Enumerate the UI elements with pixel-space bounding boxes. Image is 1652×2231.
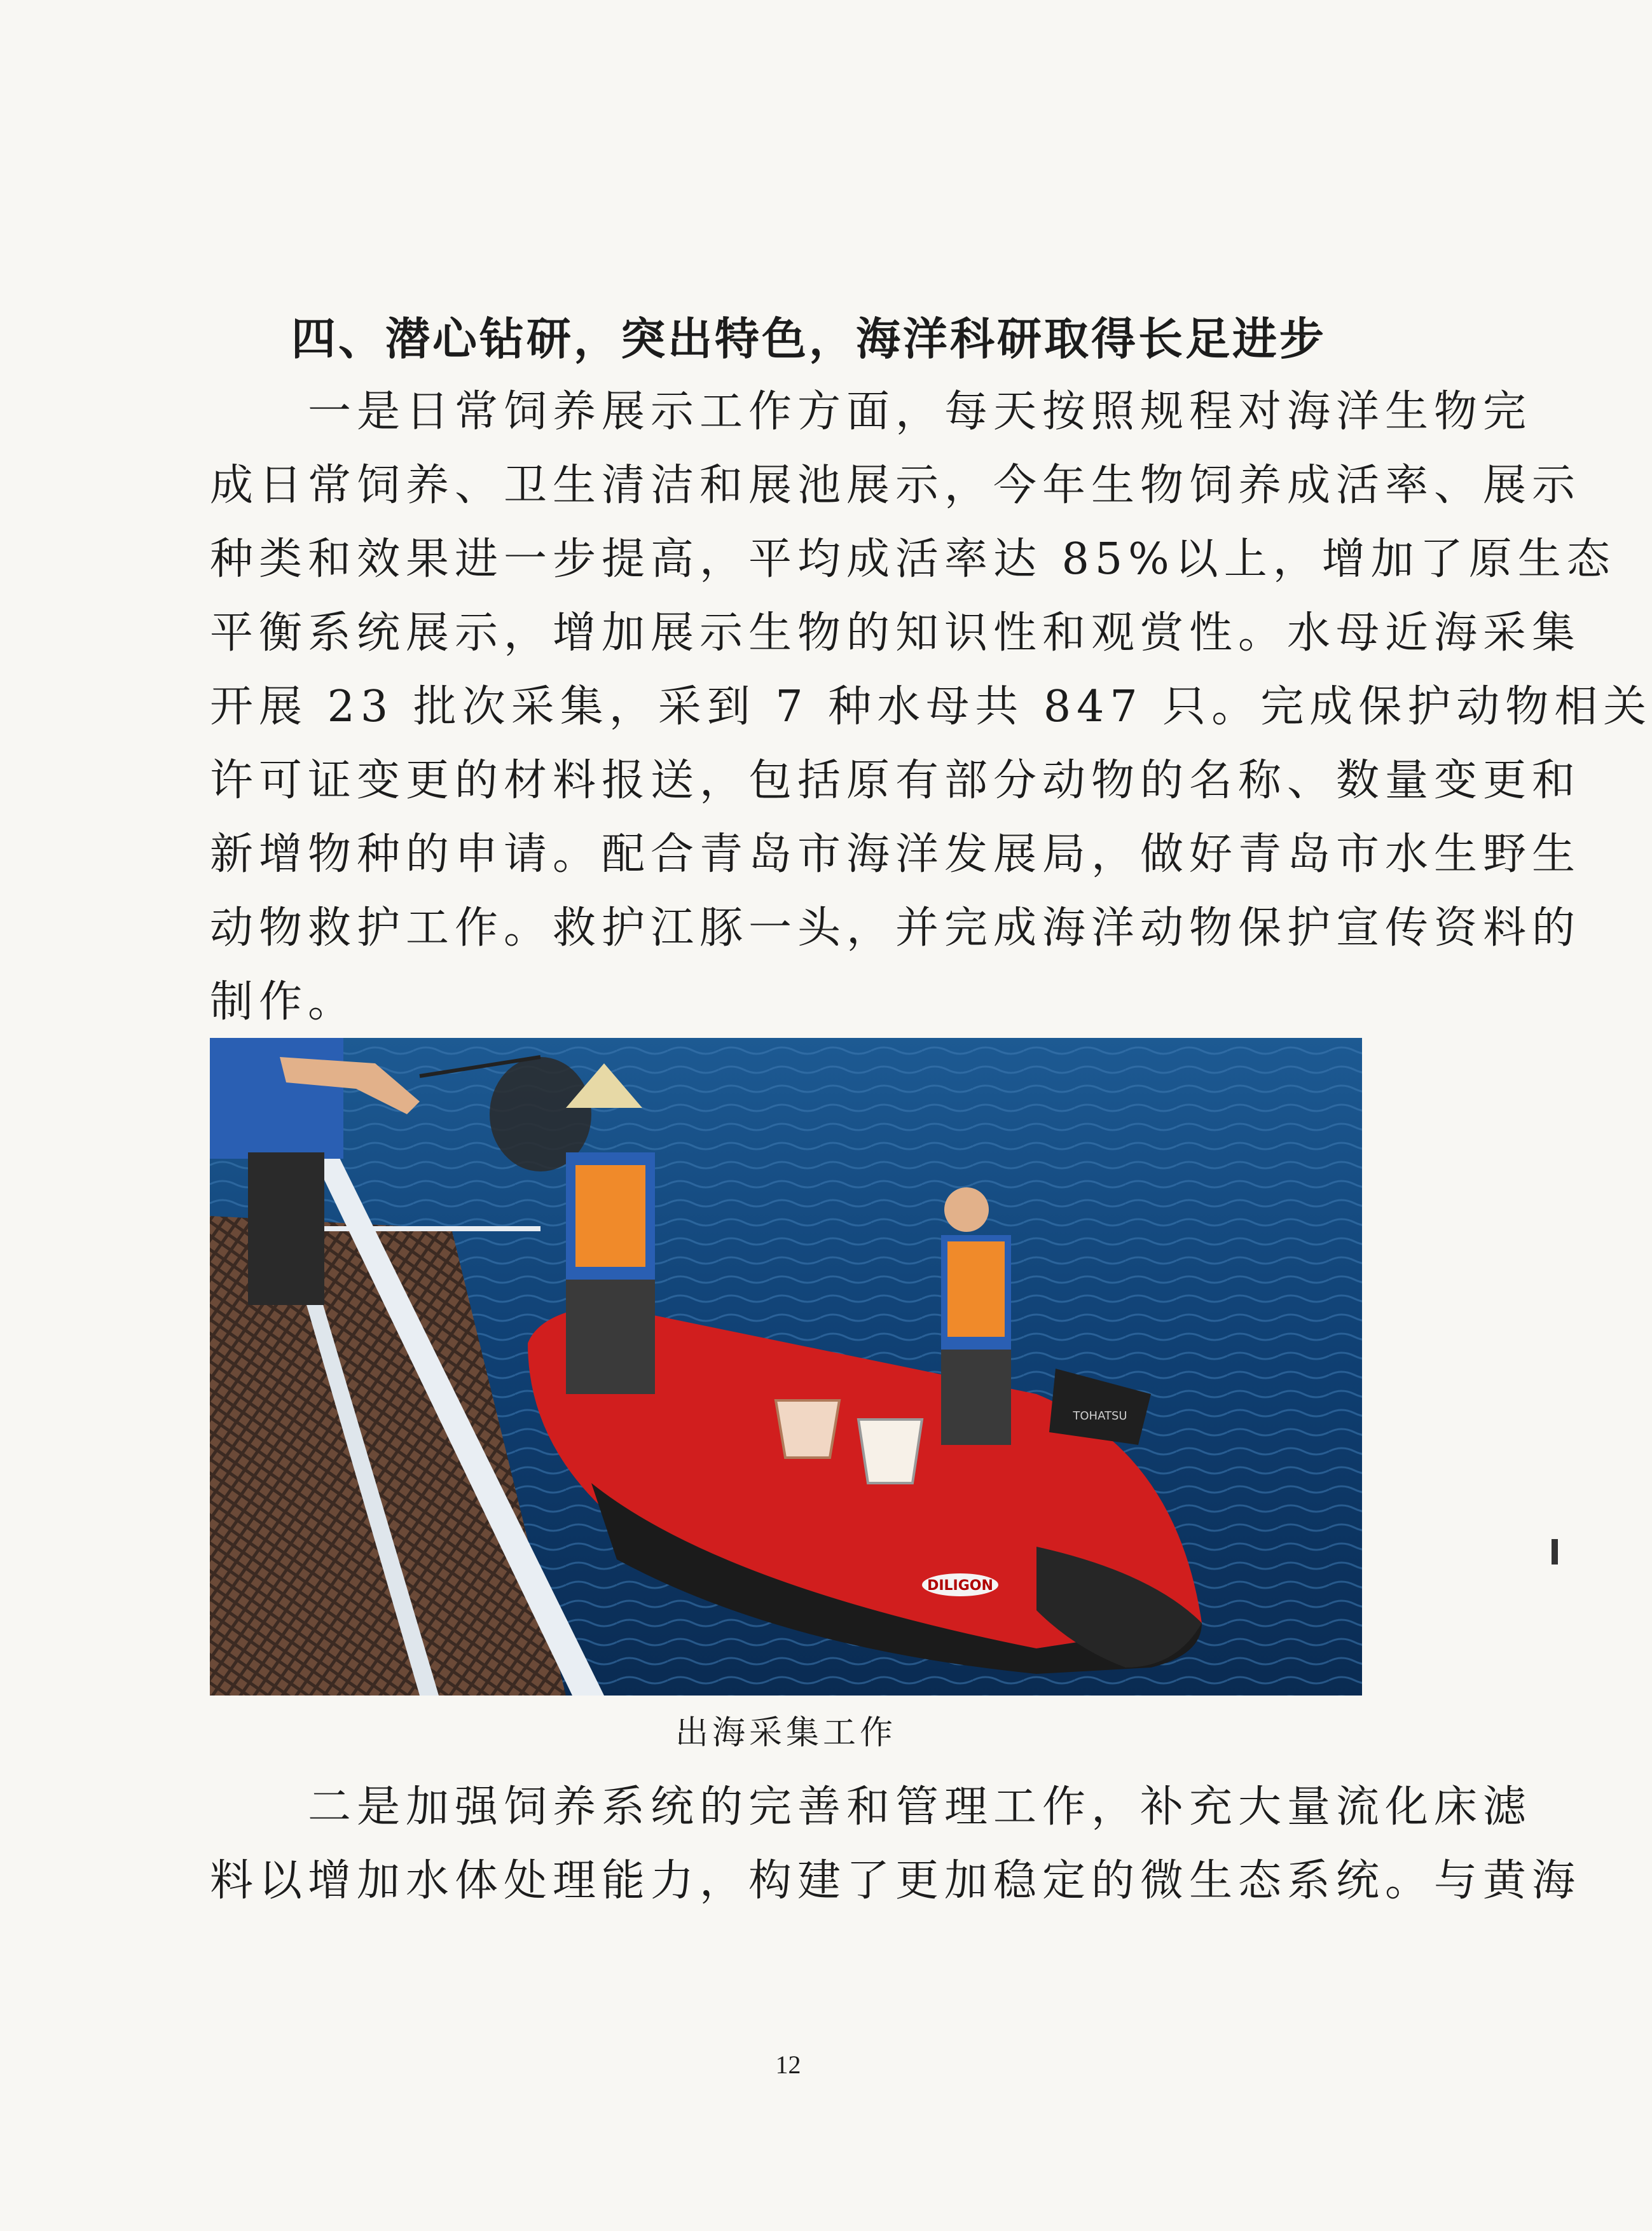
paragraph-line: 新增物种的申请。配合青岛市海洋发展局，做好青岛市水生野生 [210,829,1581,880]
paragraph-line: 平衡系统展示，增加展示生物的知识性和观赏性。水母近海采集 [210,608,1581,658]
paragraph-line: 料以增加水体处理能力，构建了更加稳定的微生态系统。与黄海 [210,1856,1581,1906]
paragraph-line: 动物救护工作。救护江豚一头，并完成海洋动物保护宣传资料的 [210,903,1581,953]
paragraph-feeding-display [210,375,1652,1039]
scan-edge-mark [1552,1539,1558,1564]
page-number: 12 [775,2050,801,2079]
paragraph-line: 成日常饲养、卫生清洁和展池展示，今年生物饲养成活率、展示 [210,460,1581,511]
paragraph-line: 制作。 [210,977,357,1027]
section-heading: 四、潜心钻研，突出特色，海洋科研取得长足进步 [291,313,1326,365]
paragraph-line: 种类和效果进一步提高，平均成活率达 85%以上，增加了原生态 [210,534,1616,584]
photo-caption: 出海采集工作 [675,1714,897,1752]
paragraph-line: 许可证变更的材料报送，包括原有部分动物的名称、数量变更和 [210,756,1581,806]
boat-brand-label: DILIGON [927,1578,993,1594]
paragraph-line: 一是日常饲养展示工作方面，每天按照规程对海洋生物完 [210,387,1532,437]
paragraph-system-management [210,1771,1581,1918]
sea-collection-illustration [210,1038,1362,1696]
paragraph-line: 开展 23 批次采集，采到 7 种水母共 847 只。完成保护动物相关 [210,682,1652,732]
motor-brand-label: TOHATSU [1073,1409,1127,1423]
paragraph-line: 二是加强饲养系统的完善和管理工作，补充大量流化床滤 [210,1782,1532,1832]
sea-collection-photo [210,1038,1362,1696]
